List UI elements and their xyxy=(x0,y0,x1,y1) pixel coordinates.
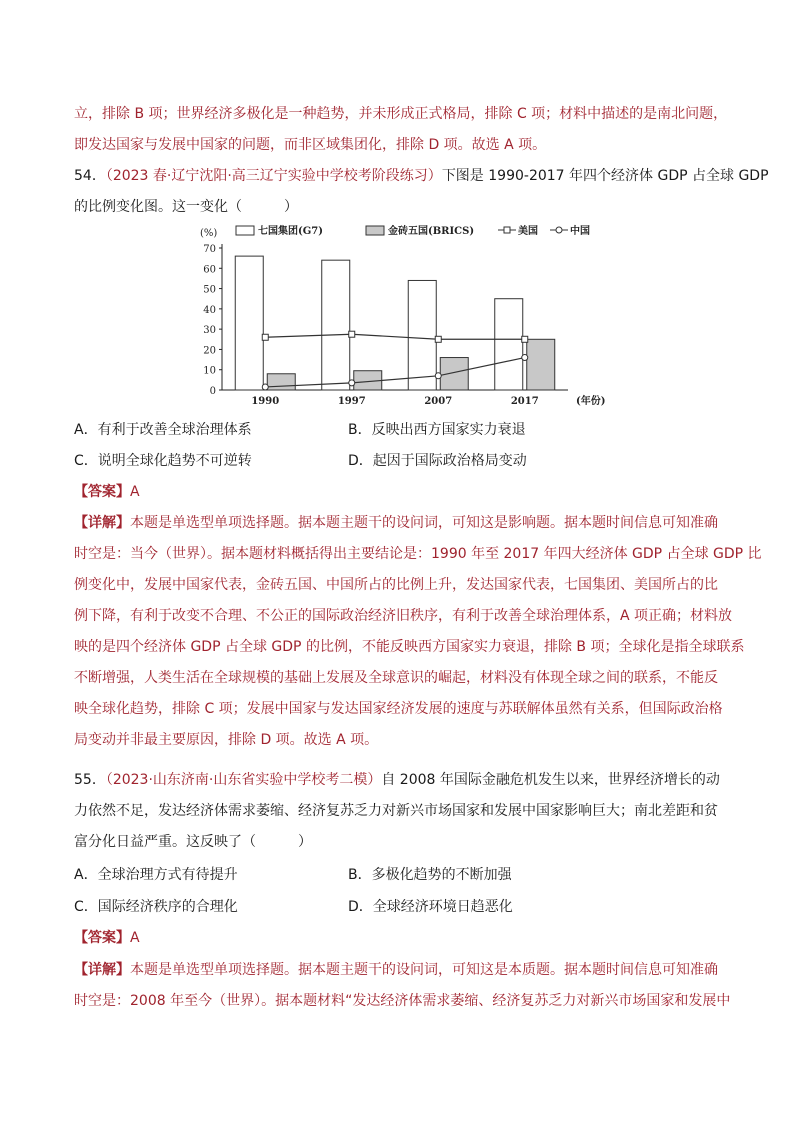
point-china-1997 xyxy=(349,380,355,386)
q55-detail-label: 【详解】 xyxy=(74,962,130,978)
q54-stem-line-1 xyxy=(74,166,769,186)
bar-brics-1990 xyxy=(267,374,295,390)
q54-detail-line-1 xyxy=(74,513,734,533)
point-usa-1990 xyxy=(262,334,268,340)
q54-source: （2023 春·辽宁沈阳·高三辽宁实验中学校考阶段练习） xyxy=(105,168,442,184)
legend-china-marker xyxy=(556,227,562,233)
q54-answer-label: 【答案】 xyxy=(74,484,130,500)
q54-number: 54． xyxy=(74,168,106,184)
point-china-1990 xyxy=(262,384,268,390)
point-china-2007 xyxy=(435,373,441,379)
point-usa-2007 xyxy=(435,336,441,342)
legend-brics-swatch xyxy=(366,226,384,235)
q54-answer xyxy=(74,482,734,502)
y-tick-label: 0 xyxy=(209,386,216,397)
q54-detail-line-5: 映的是四个经济体 GDP 占全球 GDP 的比例，不能反映西方国家实力衰退，排除 B 项；全球化是指全球联系 xyxy=(74,639,745,655)
q54-detail-line-8: 局变动并非最主要原因，排除 D 项。故选 A 项。 xyxy=(74,732,379,748)
gdp-share-chart xyxy=(180,222,620,410)
q55-stem-text-1: 自 2008 年国际金融危机发生以来，世界经济增长的动 xyxy=(381,772,720,788)
q55-source: （2023·山东济南·山东省实验中学校考二模） xyxy=(105,772,382,788)
q55-option-b: B．多极化趋势的不断加强 xyxy=(348,867,512,883)
y-tick-label: 50 xyxy=(203,284,216,296)
line-usa xyxy=(265,334,525,339)
q55-answer-label: 【答案】 xyxy=(74,930,130,946)
x-axis-label: (年份) xyxy=(576,396,606,407)
q55-number: 55． xyxy=(74,772,106,788)
bar-brics-2007 xyxy=(440,358,468,390)
x-tick-label: 2017 xyxy=(510,396,539,407)
q54-option-d: D．起因于国际政治格局变动 xyxy=(348,453,527,469)
y-tick-label: 30 xyxy=(203,325,216,337)
legend-brics-label: 金砖五国(BRICS) xyxy=(388,226,475,237)
q54-stem-part1: 下图是 1990-2017 年四个经济体 GDP 占全球 GDP xyxy=(441,168,769,184)
point-china-2017 xyxy=(522,355,528,361)
y-tick-label: 10 xyxy=(203,365,216,377)
bar-brics-2017 xyxy=(527,339,555,390)
point-usa-1997 xyxy=(349,331,355,337)
line-china xyxy=(265,358,525,387)
q54-option-c: C．说明全球化趋势不可逆转 xyxy=(74,453,252,469)
bar-g7-1997 xyxy=(322,260,350,390)
legend-usa-label: 美国 xyxy=(518,226,538,237)
bar-g7-1990 xyxy=(235,256,263,390)
q55-answer xyxy=(74,928,734,948)
q55-detail-line-1 xyxy=(74,960,734,980)
legend-china-label: 中国 xyxy=(570,226,590,237)
bar-g7-2017 xyxy=(495,299,523,390)
q54-detail-line-6: 不断增强，人类生活在全球规模的基础上发展及全球意识的崛起，材料没有体现全球之间的联系，不能反 xyxy=(74,670,718,686)
q55-option-a: A．全球治理方式有待提升 xyxy=(74,867,238,883)
q54-detail-line-2: 时空是：当今（世界）。据本题材料概括得出主要结论是：1990 年至 2017 年四大经济体 GDP 占全球 GDP 比 xyxy=(74,546,762,562)
y-axis-label: (%) xyxy=(200,228,218,239)
q54-detail-label: 【详解】 xyxy=(74,515,130,531)
x-tick-label: 2007 xyxy=(424,396,453,407)
q54-detail-line-4: 例下降，有利于改变不合理、不公正的国际政治经济旧秩序，有利于改善全球治理体系，A 项正确；材料放 xyxy=(74,608,733,624)
q55-option-c: C．国际经济秩序的合理化 xyxy=(74,899,238,915)
y-tick-label: 70 xyxy=(203,244,216,255)
q54-answer-value: A xyxy=(130,484,140,500)
prev-answer-line-1: 立，排除 B 项；世界经济多极化是一种趋势，并未形成正式格局，排除 C 项；材料中描述的是南北问题， xyxy=(74,106,728,122)
q55-detail-text-1: 本题是单选型单项选择题。据本题主题干的设问词，可知这是本质题。据本题时间信息可知准确 xyxy=(130,962,718,978)
legend-usa-marker xyxy=(504,227,510,233)
bar-g7-2007 xyxy=(408,280,436,390)
q54-stem-line-2: 的比例变化图。这一变化（ ） xyxy=(74,199,298,215)
y-tick-label: 40 xyxy=(203,304,216,316)
q54-option-b: B．反映出西方国家实力衰退 xyxy=(348,422,526,438)
q54-detail-text-1: 本题是单选型单项选择题。据本题主题干的设问词，可知这是影响题。据本题时间信息可知准确 xyxy=(130,515,718,531)
q54-detail-line-3: 例变化中，发展中国家代表，金砖五国、中国所占的比例上升，发达国家代表，七国集团、美国所占的比 xyxy=(74,577,718,593)
q55-stem-line-3: 富分化日益严重。这反映了（ ） xyxy=(74,834,312,850)
point-usa-2017 xyxy=(522,336,528,342)
q55-detail-line-2: 时空是：2008 年至今（世界）。据本题材料“发达经济体需求萎缩、经济复苏乏力对新兴市场国家和发展中 xyxy=(74,993,731,1009)
x-tick-label: 1997 xyxy=(337,396,366,407)
y-tick-label: 20 xyxy=(203,345,216,357)
q54-detail-line-7: 映全球化趋势，排除 C 项；发展中国家与发达国家经济发展的速度与苏联解体虽然有关系，但国际政治格 xyxy=(74,701,723,717)
legend-g7-swatch xyxy=(236,226,254,235)
q55-stem-line-1 xyxy=(74,770,734,790)
x-tick-label: 1990 xyxy=(251,396,280,407)
prev-answer-line-2: 即发达国家与发展中国家的问题，而非区域集团化，排除 D 项。故选 A 项。 xyxy=(74,137,547,153)
y-tick-label: 60 xyxy=(203,264,216,276)
q55-stem-line-2: 力依然不足，发达经济体需求萎缩、经济复苏乏力对新兴市场国家和发展中国家影响巨大；南北差距和贫 xyxy=(74,803,718,819)
q55-option-d: D．全球经济环境日趋恶化 xyxy=(348,899,513,915)
legend-g7-label: 七国集团(G7) xyxy=(258,226,323,237)
q54-option-a: A．有利于改善全球治理体系 xyxy=(74,422,252,438)
q55-answer-value: A xyxy=(130,930,140,946)
